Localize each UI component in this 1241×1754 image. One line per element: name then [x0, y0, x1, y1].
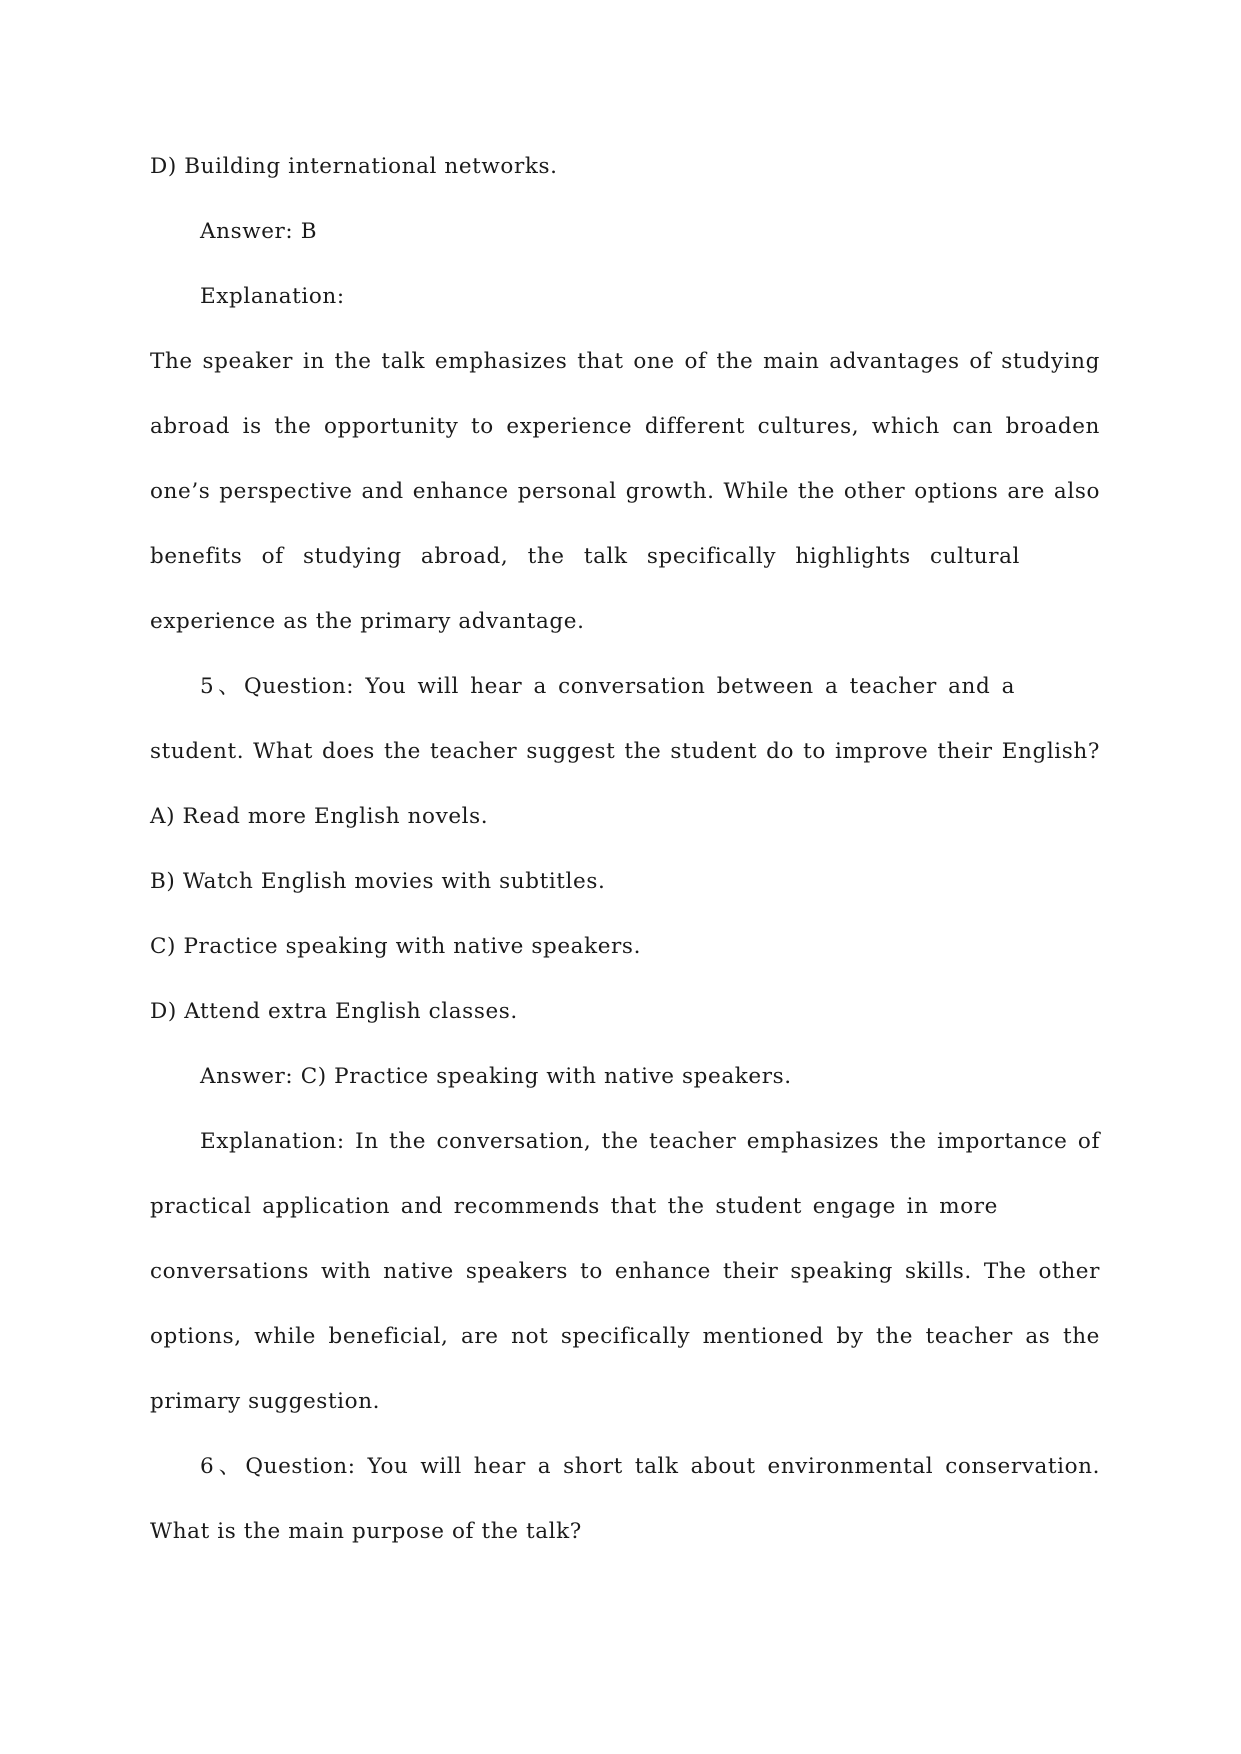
- explanation-q5-line-1: Explanation: In the conversation, the teacher emphasizes the importance of: [200, 1129, 1100, 1154]
- explanation-line-2: abroad is the opportunity to experience different cultures, which can broaden: [150, 414, 1100, 439]
- explanation-q5-line-2: practical application and recommends that the student engage in more: [150, 1194, 998, 1219]
- question-6-line-2: What is the main purpose of the talk?: [150, 1519, 582, 1544]
- option-d-q4: D) Building international networks.: [150, 154, 558, 179]
- explanation-line-1: The speaker in the talk emphasizes that one of the main advantages of studying: [150, 349, 1100, 374]
- explanation-line-5: experience as the primary advantage.: [150, 609, 585, 634]
- question-6-line-1: 6、Question: You will hear a short talk about environmental conservation.: [200, 1454, 1100, 1479]
- explanation-q5-line-4: options, while beneficial, are not specifically mentioned by the teacher as the: [150, 1324, 1100, 1349]
- explanation-q5-line-3: conversations with native speakers to enhance their speaking skills. The other: [150, 1259, 1100, 1284]
- explanation-label-q4: Explanation:: [200, 284, 345, 309]
- question-5-line-1: 5、Question: You will hear a conversation between a teacher and a: [200, 674, 1015, 699]
- answer-q5: Answer: C) Practice speaking with native speakers.: [200, 1064, 792, 1089]
- explanation-line-4: benefits of studying abroad, the talk specifically highlights cultural: [150, 544, 1020, 569]
- answer-q4: Answer: B: [200, 219, 318, 244]
- explanation-line-3: one’s perspective and enhance personal growth. While the other options are also: [150, 479, 1100, 504]
- question-5-line-2: student. What does the teacher suggest the student do to improve their English?: [150, 739, 1100, 764]
- option-b-q5: B) Watch English movies with subtitles.: [150, 869, 606, 894]
- option-c-q5: C) Practice speaking with native speakers.: [150, 934, 641, 959]
- option-d-q5: D) Attend extra English classes.: [150, 999, 518, 1024]
- explanation-q5-line-5: primary suggestion.: [150, 1389, 381, 1414]
- option-a-q5: A) Read more English novels.: [150, 804, 489, 829]
